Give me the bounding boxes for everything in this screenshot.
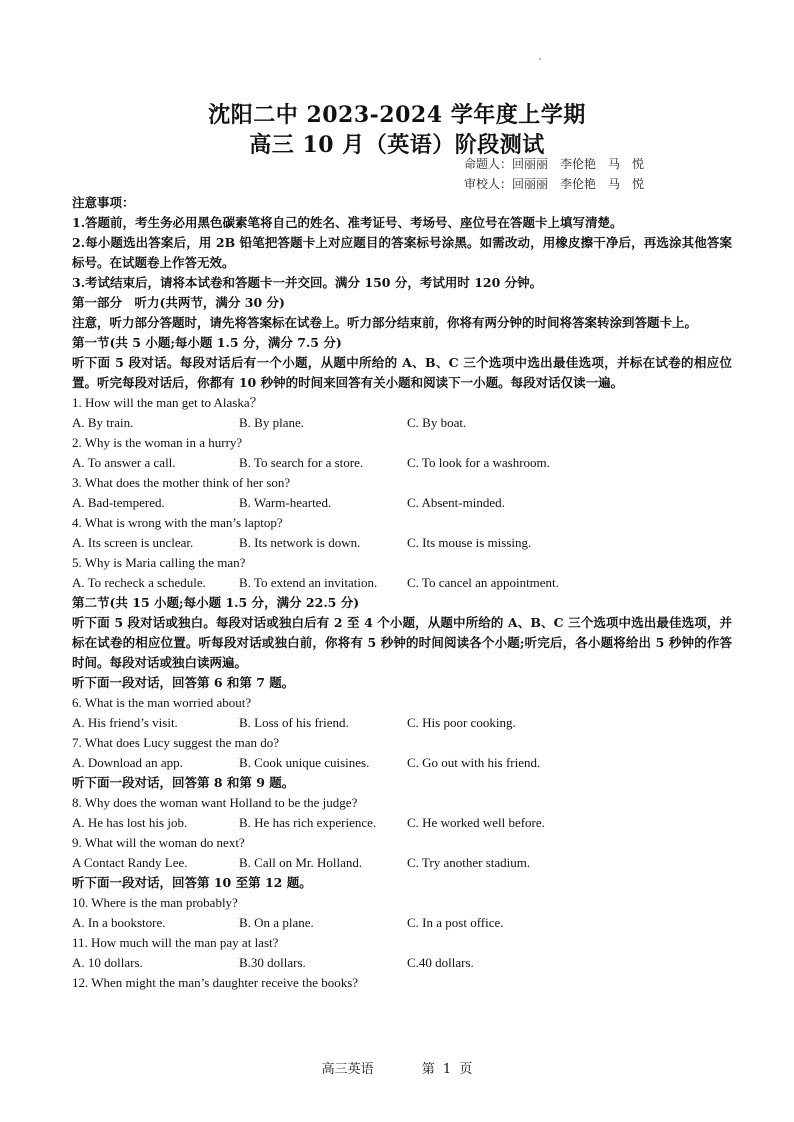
exam-content — [72, 193, 732, 993]
question-11-options — [72, 953, 732, 973]
option-c: C. To look for a washroom. — [407, 455, 550, 470]
dialog-header-6-7: 听下面一段对话，回答第 6 和第 7 题。 — [72, 675, 295, 690]
page-footer — [0, 1058, 794, 1077]
question-7: 7. What does Lucy suggest the man do? — [72, 735, 279, 750]
notice-item-3: 3.考试结束后，请将本试卷和答题卡一并交回。满分 150 分，考试用时 120 分钟。 — [72, 275, 543, 290]
option-b: B. By plane. — [239, 415, 304, 430]
option-c: C. Try another stadium. — [407, 855, 531, 870]
option-b: B. Cook unique cuisines. — [239, 755, 370, 770]
option-c: C. To cancel an appointment. — [407, 575, 559, 590]
option-c: C. He worked well before. — [407, 815, 545, 830]
option-a: A. To answer a call. — [72, 455, 176, 470]
question-1-options — [72, 413, 732, 433]
option-b: B. Its network is down. — [239, 535, 361, 550]
part1-heading: 第一部分 听力(共两节，满分 30 分) — [72, 295, 285, 310]
exam-title-line1: 沈阳二中 2023-2024 学年度上学期 — [208, 102, 586, 128]
option-a: A. Its screen is unclear. — [72, 535, 194, 550]
option-b: B. Warm-hearted. — [239, 495, 332, 510]
option-c: C. His poor cooking. — [407, 715, 516, 730]
option-c: C. In a post office. — [407, 915, 504, 930]
option-b: B. Call on Mr. Holland. — [239, 855, 363, 870]
option-a: A. His friend’s visit. — [72, 715, 178, 730]
question-9: 9. What will the woman do next? — [72, 835, 245, 850]
option-a: A Contact Randy Lee. — [72, 855, 188, 870]
question-2: 2. Why is the woman in a hurry? — [72, 435, 243, 450]
option-a: A. He has lost his job. — [72, 815, 188, 830]
question-10-options — [72, 913, 732, 933]
question-12: 12. When might the man’s daughter receive the books? — [72, 975, 359, 990]
question-5-options — [72, 573, 732, 593]
question-6: 6. What is the man worried about? — [72, 695, 252, 710]
dialog-header-10-12: 听下面一段对话，回答第 10 至第 12 题。 — [72, 875, 312, 890]
question-8-options — [72, 813, 732, 833]
exam-title-line2: 高三 10 月（英语）阶段测试 — [249, 132, 545, 158]
notice-item-2: 2.每小题选出答案后，用 2B 铅笔把答题卡上对应题目的答案标号涂黑。如需改动，用橡皮擦干净后，再选涂其他答案标号。在试题卷上作答无效。 — [72, 235, 732, 270]
section2-heading: 第二节(共 15 小题;每小题 1.5 分，满分 22.5 分) — [72, 595, 360, 610]
notice-item-1: 1.答题前，考生务必用黑色碳素笔将自己的姓名、准考证号、考场号、座位号在答题卡上填写清楚。 — [72, 215, 623, 230]
option-b: B. He has rich experience. — [239, 815, 377, 830]
dialog-header-8-9: 听下面一段对话，回答第 8 和第 9 题。 — [72, 775, 295, 790]
question-10: 10. Where is the man probably? — [72, 895, 238, 910]
question-6-options — [72, 713, 732, 733]
scan-mark — [539, 58, 541, 60]
option-a: A. By train. — [72, 415, 134, 430]
option-c: C.40 dollars. — [407, 955, 474, 970]
option-a: A. Download an app. — [72, 755, 183, 770]
option-c: C. Go out with his friend. — [407, 755, 541, 770]
option-b: B. To extend an invitation. — [239, 575, 378, 590]
option-a: A. Bad-tempered. — [72, 495, 165, 510]
section1-instructions: 听下面 5 段对话。每段对话后有一个小题，从题中所给的 A、B、C 三个选项中选出最佳选项，并标在试卷的相应位置。听完每段对话后，你都有 10 秒钟的时间来回答有关小题和阅读下一小题。每段对话仅读一遍。 — [72, 355, 732, 390]
reviewers-line: 审校人：回丽丽 李伦艳 马 悦 — [464, 177, 645, 191]
question-3: 3. What does the mother think of her son? — [72, 475, 291, 490]
option-b: B. On a plane. — [239, 915, 314, 930]
option-c: C. Its mouse is missing. — [407, 535, 532, 550]
question-8: 8. Why does the woman want Holland to be the judge? — [72, 795, 358, 810]
question-4-options — [72, 533, 732, 553]
footer-subject: 高三英语 — [321, 1062, 374, 1077]
option-b: B.30 dollars. — [239, 955, 306, 970]
question-9-options — [72, 853, 732, 873]
option-b: B. Loss of his friend. — [239, 715, 349, 730]
part1-note: 注意，听力部分答题时，请先将答案标在试卷上。听力部分结束前，你将有两分钟的时间将答案转涂到答题卡上。 — [72, 315, 698, 330]
authors-line: 命题人：回丽丽 李伦艳 马 悦 — [464, 157, 645, 171]
question-4: 4. What is wrong with the man’s laptop? — [72, 515, 283, 530]
option-a: A. 10 dollars. — [72, 955, 143, 970]
option-a: A. In a bookstore. — [72, 915, 166, 930]
question-3-options — [72, 493, 732, 513]
question-2-options — [72, 453, 732, 473]
option-b: B. To search for a store. — [239, 455, 364, 470]
option-c: C. Absent-minded. — [407, 495, 505, 510]
question-5: 5. Why is Maria calling the man? — [72, 555, 246, 570]
question-7-options — [72, 753, 732, 773]
question-1: 1. How will the man get to Alaska？ — [72, 395, 263, 410]
section2-instructions: 听下面 5 段对话或独白。每段对话或独白后有 2 至 4 个小题，从题中所给的 A、B、C 三个选项中选出最佳选项，并标在试卷的相应位置。听每段对话或独白前，你将有 5 秒钟的时间阅读各个小题;听完后，各小题将给出 5 秒钟的作答时间。每段对话或独白读两遍。 — [72, 615, 732, 670]
option-c: C. By boat. — [407, 415, 467, 430]
question-11: 11. How much will the man pay at last? — [72, 935, 279, 950]
option-a: A. To recheck a schedule. — [72, 575, 206, 590]
section1-heading: 第一节(共 5 小题;每小题 1.5 分，满分 7.5 分) — [72, 335, 342, 350]
footer-page-number: 第 1 页 — [421, 1062, 473, 1077]
notice-heading: 注意事项： — [72, 195, 135, 210]
